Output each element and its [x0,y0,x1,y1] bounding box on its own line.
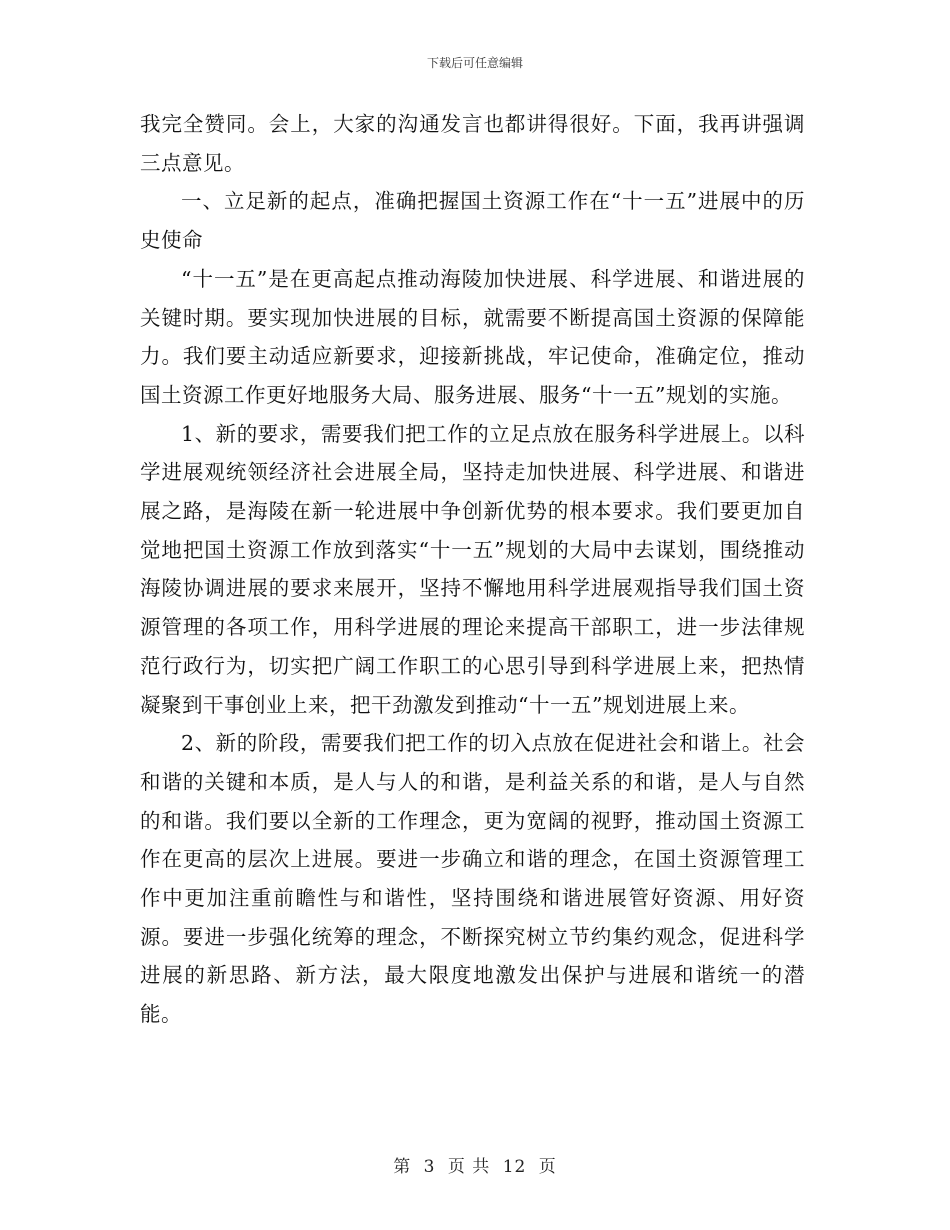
paragraph-point-1: 1、新的要求，需要我们把工作的立足点放在服务科学进展上。以科学进展观统领经济社会进展全局，坚持走加快进展、科学进展、和谐进展之路，是海陵在新一轮进展中争创新优势的根本要求。我们要更加自觉地把国土资源工作放到落实“十一五”规划的大局中去谋划，围绕推动海陵协调进展的要求来展开，坚持不懈地用科学进展观指导我们国土资源管理的各项工作，用科学进展的理论来提高干部职工，进一步法律规范行政行为，切实把广阔工作职工的心思引导到科学进展上来，把热情凝聚到干事创业上来，把干劲激发到推动“十一五”规划进展上来。 [140,421,805,717]
total-page-count: 12 [502,1157,527,1177]
page-header: 下载后可任意编辑 [426,56,523,70]
footer-middle: 页 共 [447,1157,491,1177]
current-page-number: 3 [423,1157,436,1177]
paragraph-point-2: 2、新的阶段，需要我们把工作的切入点放在促进社会和谐上。社会和谐的关键和本质，是人与人的和谐，是利益关系的和谐，是人与自然的和谐。我们要以全新的工作理念，更为宽阔的视野，推动国土资源工作在更高的层次上进展。要进一步确立和谐的理念，在国土资源管理工作中更加注重前瞻性与和谐性，坚持围绕和谐进展管好资源、用好资源。要进一步强化统筹的理念，不断探究树立节约集约观念，促进科学进展的新思路、新方法，最大限度地激发出保护与进展和谐统一的潜能。 [140,731,805,1027]
footer-prefix: 第 [393,1157,412,1177]
page-footer [0,1152,950,1177]
paragraph-intro: “十一五”是在更高起点推动海陵加快进展、科学进展、和谐进展的关键时期。要实现加快进展的目标，就需要不断提高国土资源的保障能力。我们要主动适应新要求，迎接新挑战，牢记使命，准确定位，推动国土资源工作更好地服务大局、服务进展、服务“十一五”规划的实施。 [140,266,805,407]
paragraph-opening: 我完全赞同。会上，大家的沟通发言也都讲得很好。下面，我再讲强调三点意见。 [140,112,805,175]
footer-suffix: 页 [538,1157,557,1177]
section-heading-1: 一、立足新的起点，准确把握国土资源工作在“十一五”进展中的历史使命 [140,189,805,253]
document-body [140,105,805,1034]
